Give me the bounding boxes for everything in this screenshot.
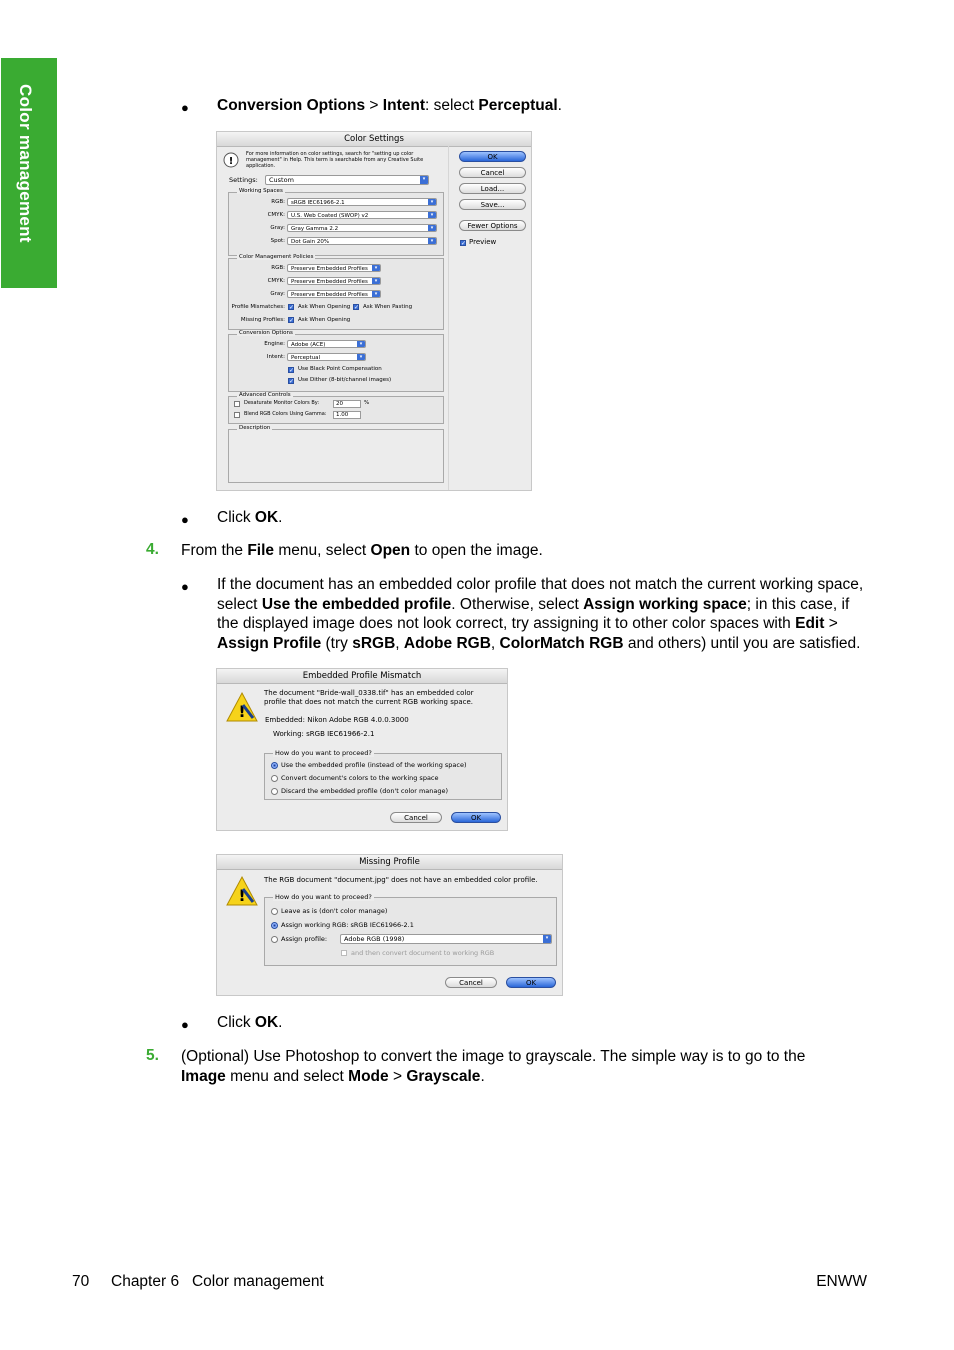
warning-icon bbox=[225, 691, 259, 727]
missing-profile-dialog bbox=[216, 854, 563, 996]
info-text: For more information on color settings, search for "setting up color management" in Help. This term is searchable from any Creative Suite application. bbox=[246, 151, 424, 169]
assign-profile-radio[interactable] bbox=[271, 936, 278, 943]
text: . bbox=[278, 509, 283, 526]
cancel-button[interactable]: Cancel bbox=[390, 812, 442, 823]
bullet-conversion-options bbox=[217, 96, 562, 116]
bullet-icon: ● bbox=[181, 1017, 189, 1032]
svg-text:!: ! bbox=[228, 156, 234, 167]
term: Use the embedded profile bbox=[261, 595, 452, 613]
text: > bbox=[388, 1067, 407, 1085]
percent-label: % bbox=[364, 400, 370, 406]
group-title: How do you want to proceed? bbox=[275, 893, 372, 901]
profile-mismatch-dialog bbox=[216, 668, 508, 831]
cancel-button[interactable]: Cancel bbox=[445, 977, 497, 988]
ask-pasting-checkbox[interactable]: ✓ bbox=[354, 304, 360, 311]
chevron-down-icon: ▾ bbox=[428, 212, 436, 218]
term-conversion-options: Conversion Options bbox=[217, 97, 366, 114]
cancel-button[interactable]: Cancel bbox=[459, 167, 526, 178]
chevron-down-icon: ▾ bbox=[372, 265, 380, 271]
term: Assign working space bbox=[583, 595, 747, 613]
chapter-title: Chapter 6 Color management bbox=[111, 1273, 324, 1290]
step4-text bbox=[181, 541, 543, 561]
text: > bbox=[824, 615, 838, 632]
group-title: Color Management Policies bbox=[239, 254, 314, 260]
chevron-down-icon: ▾ bbox=[428, 238, 436, 244]
settings-value: Custom bbox=[269, 176, 294, 184]
bullet-click-ok bbox=[217, 1013, 282, 1033]
missing-ask-label: Ask When Opening bbox=[298, 317, 351, 323]
chevron-down-icon: ▾ bbox=[357, 341, 365, 347]
mismatch-message: The document "Bride-wall_0338.tif" has an embedded color profile that does not match the current RGB working space. bbox=[264, 689, 474, 706]
gray-value: Gray Gamma 2.2 bbox=[291, 226, 339, 232]
text: menu, select bbox=[274, 542, 371, 559]
text: (Optional) Use Photoshop to convert the image to grayscale. The simple way is to go to the bbox=[181, 1048, 806, 1065]
term-file: File bbox=[247, 542, 275, 559]
cmyk-value: U.S. Web Coated (SWOP) v2 bbox=[291, 213, 369, 219]
text: From the bbox=[181, 542, 248, 559]
conversion-group bbox=[228, 330, 444, 392]
term: ColorMatch RGB bbox=[499, 634, 624, 652]
text: Click bbox=[217, 509, 255, 526]
missing-ask-checkbox[interactable]: ✓ bbox=[289, 317, 295, 324]
mismatches-label: Profile Mismatches: bbox=[231, 304, 285, 310]
working-row bbox=[273, 730, 374, 739]
profile-select[interactable] bbox=[340, 934, 552, 944]
text: to open the image. bbox=[410, 542, 543, 559]
gray-select[interactable] bbox=[287, 224, 437, 232]
advanced-group bbox=[228, 392, 444, 424]
embedded-label: Embedded: bbox=[265, 716, 305, 724]
divider bbox=[448, 146, 449, 490]
working-spaces-group bbox=[228, 188, 444, 256]
desaturate-checkbox[interactable] bbox=[234, 401, 240, 407]
ask-opening-label: Ask When Opening bbox=[298, 304, 351, 310]
bpc-checkbox[interactable]: ✓ bbox=[289, 367, 295, 374]
blend-field[interactable]: 1.00 bbox=[333, 411, 361, 419]
footer-right: ENWW bbox=[816, 1273, 867, 1290]
convert-radio[interactable] bbox=[271, 775, 278, 782]
policy-cmyk-label: CMYK: bbox=[267, 278, 285, 284]
policy-rgb-label: RGB: bbox=[271, 265, 285, 271]
text: menu and select bbox=[225, 1067, 349, 1085]
ask-opening-checkbox[interactable]: ✓ bbox=[289, 304, 295, 311]
bullet-icon: ● bbox=[181, 100, 189, 115]
group-title: Conversion Options bbox=[239, 330, 293, 336]
spot-select[interactable] bbox=[287, 237, 437, 245]
leave-as-is-radio[interactable] bbox=[271, 908, 278, 915]
info-icon bbox=[223, 152, 239, 172]
settings-select[interactable] bbox=[265, 175, 429, 185]
discard-radio[interactable] bbox=[271, 788, 278, 795]
text: : select bbox=[424, 97, 479, 114]
side-tab-label: Color management bbox=[16, 84, 35, 243]
text: . Otherwise, select bbox=[451, 595, 584, 613]
ok-button[interactable]: OK bbox=[451, 812, 501, 823]
text: . bbox=[557, 97, 562, 114]
convert-label: Convert document's colors to the working space bbox=[281, 774, 439, 782]
group-title: Description bbox=[239, 425, 271, 431]
cmyk-label: CMYK: bbox=[267, 212, 285, 218]
text: (try bbox=[321, 634, 353, 652]
term: Assign Profile bbox=[217, 634, 322, 652]
description-group bbox=[228, 425, 444, 483]
chevron-down-icon: ▾ bbox=[543, 935, 551, 943]
save-button[interactable]: Save... bbox=[459, 199, 526, 210]
desaturate-label: Desaturate Monitor Colors By: bbox=[244, 400, 320, 406]
dialog-title: Embedded Profile Mismatch bbox=[217, 669, 507, 684]
policy-gray-select[interactable] bbox=[287, 290, 381, 298]
bpc-label: Use Black Point Compensation bbox=[298, 366, 382, 372]
term: Adobe RGB bbox=[403, 634, 491, 652]
profile-value: Adobe RGB (1998) bbox=[344, 935, 405, 943]
step-number: 4. bbox=[146, 541, 159, 558]
dialog-title: Missing Profile bbox=[217, 855, 562, 870]
assign-working-radio[interactable] bbox=[271, 922, 278, 929]
term-perceptual: Perceptual bbox=[478, 97, 558, 114]
text: . bbox=[480, 1067, 485, 1085]
engine-value: Adobe (ACE) bbox=[291, 342, 326, 348]
group-title: Working Spaces bbox=[239, 188, 283, 194]
working-value: sRGB IEC61966-2.1 bbox=[306, 730, 375, 738]
term-ok: OK bbox=[254, 1014, 279, 1031]
intent-select[interactable] bbox=[287, 353, 366, 361]
policy-value: Preserve Embedded Profiles bbox=[291, 279, 368, 285]
convert-label: and then convert document to working RGB bbox=[351, 949, 495, 957]
group-title: How do you want to proceed? bbox=[275, 749, 372, 757]
spot-label: Spot: bbox=[270, 238, 285, 244]
proceed-group bbox=[264, 893, 557, 966]
cmyk-select[interactable] bbox=[287, 211, 437, 219]
assign-profile-label: Assign profile: bbox=[281, 935, 328, 943]
chevron-down-icon: ▾ bbox=[357, 354, 365, 360]
term-grayscale: Grayscale bbox=[406, 1067, 481, 1085]
text: , bbox=[490, 634, 500, 652]
preview-checkbox[interactable]: ✓ bbox=[461, 240, 467, 247]
chevron-down-icon: ▾ bbox=[420, 176, 428, 184]
term-open: Open bbox=[370, 542, 411, 559]
term: Edit bbox=[795, 615, 825, 632]
intent-value: Perceptual bbox=[291, 355, 321, 361]
ok-button[interactable]: OK bbox=[459, 151, 526, 162]
blend-label: Blend RGB Colors Using Gamma: bbox=[244, 411, 327, 417]
intent-label: Intent: bbox=[266, 354, 285, 360]
text: If the document has an embedded color profile that does not match the current working space, select bbox=[217, 576, 864, 613]
working-label: Working: bbox=[273, 730, 304, 738]
policy-rgb-select[interactable] bbox=[287, 264, 381, 272]
svg-text:!: ! bbox=[238, 702, 246, 721]
engine-label: Engine: bbox=[264, 341, 285, 347]
spot-value: Dot Gain 20% bbox=[291, 239, 330, 245]
sep: > bbox=[365, 97, 383, 114]
term: sRGB bbox=[352, 634, 396, 652]
gray-label: Gray: bbox=[270, 225, 285, 231]
chapter-side-tab bbox=[1, 58, 57, 288]
rgb-label: RGB: bbox=[271, 199, 285, 205]
convert-checkbox[interactable] bbox=[341, 950, 347, 956]
blend-checkbox[interactable] bbox=[234, 412, 240, 418]
bullet-icon: ● bbox=[181, 579, 189, 594]
discard-label: Discard the embedded profile (don't color manage) bbox=[281, 787, 449, 795]
policies-group bbox=[228, 254, 444, 330]
policy-value: Preserve Embedded Profiles bbox=[291, 292, 368, 298]
text: , bbox=[395, 634, 404, 652]
engine-select[interactable] bbox=[287, 340, 366, 348]
svg-text:!: ! bbox=[238, 886, 246, 905]
missing-label: Missing Profiles: bbox=[240, 317, 285, 323]
dialog-title: Color Settings bbox=[217, 132, 531, 147]
text: . bbox=[278, 1014, 283, 1031]
group-title: Advanced Controls bbox=[239, 392, 291, 398]
preview-label: Preview bbox=[469, 238, 497, 246]
warning-icon bbox=[225, 875, 259, 911]
term-intent: Intent bbox=[382, 97, 425, 114]
step5-text bbox=[181, 1047, 849, 1086]
use-embedded-label: Use the embedded profile (instead of the working space) bbox=[281, 761, 467, 769]
term-mode: Mode bbox=[348, 1067, 389, 1085]
rgb-value: sRGB IEC61966-2.1 bbox=[291, 200, 345, 206]
ask-pasting-label: Ask When Pasting bbox=[363, 304, 413, 310]
bullet-icon: ● bbox=[181, 512, 189, 527]
proceed-group bbox=[264, 749, 502, 800]
page-number: 70 bbox=[72, 1273, 90, 1290]
missing-message: The RGB document "document.jpg" does not have an embedded color profile. bbox=[264, 876, 538, 884]
term-ok: OK bbox=[254, 509, 279, 526]
desaturate-field[interactable]: 20 bbox=[333, 400, 361, 408]
chevron-down-icon: ▾ bbox=[428, 199, 436, 205]
text: ; in this case, if the displayed image does not look correct, try assigning it to other color spaces with bbox=[217, 595, 850, 632]
use-embedded-radio[interactable] bbox=[271, 762, 278, 769]
step-number: 5. bbox=[146, 1047, 159, 1064]
chevron-down-icon: ▾ bbox=[372, 278, 380, 284]
term-image: Image bbox=[181, 1067, 226, 1085]
ok-button[interactable]: OK bbox=[506, 977, 556, 988]
embedded-value: Nikon Adobe RGB 4.0.0.3000 bbox=[307, 716, 409, 724]
step4-subtext bbox=[217, 575, 869, 653]
text: and others) until you are satisfied. bbox=[623, 634, 861, 652]
assign-working-label: Assign working RGB: sRGB IEC61966-2.1 bbox=[281, 921, 414, 929]
settings-label: Settings: bbox=[229, 176, 258, 184]
bullet-click-ok bbox=[217, 508, 282, 528]
leave-as-is-label: Leave as is (don't color manage) bbox=[281, 907, 388, 915]
rgb-select[interactable] bbox=[287, 198, 437, 206]
policy-value: Preserve Embedded Profiles bbox=[291, 266, 368, 272]
policy-gray-label: Gray: bbox=[270, 291, 285, 297]
dither-checkbox[interactable]: ✓ bbox=[289, 378, 295, 385]
text: Click bbox=[217, 1014, 255, 1031]
chevron-down-icon: ▾ bbox=[428, 225, 436, 231]
color-settings-dialog bbox=[216, 131, 532, 491]
fewer-options-button[interactable]: Fewer Options bbox=[459, 220, 526, 231]
dither-label: Use Dither (8-bit/channel images) bbox=[298, 377, 392, 383]
embedded-row bbox=[265, 716, 409, 725]
policy-cmyk-select[interactable] bbox=[287, 277, 381, 285]
load-button[interactable]: Load... bbox=[459, 183, 526, 194]
chevron-down-icon: ▾ bbox=[372, 291, 380, 297]
